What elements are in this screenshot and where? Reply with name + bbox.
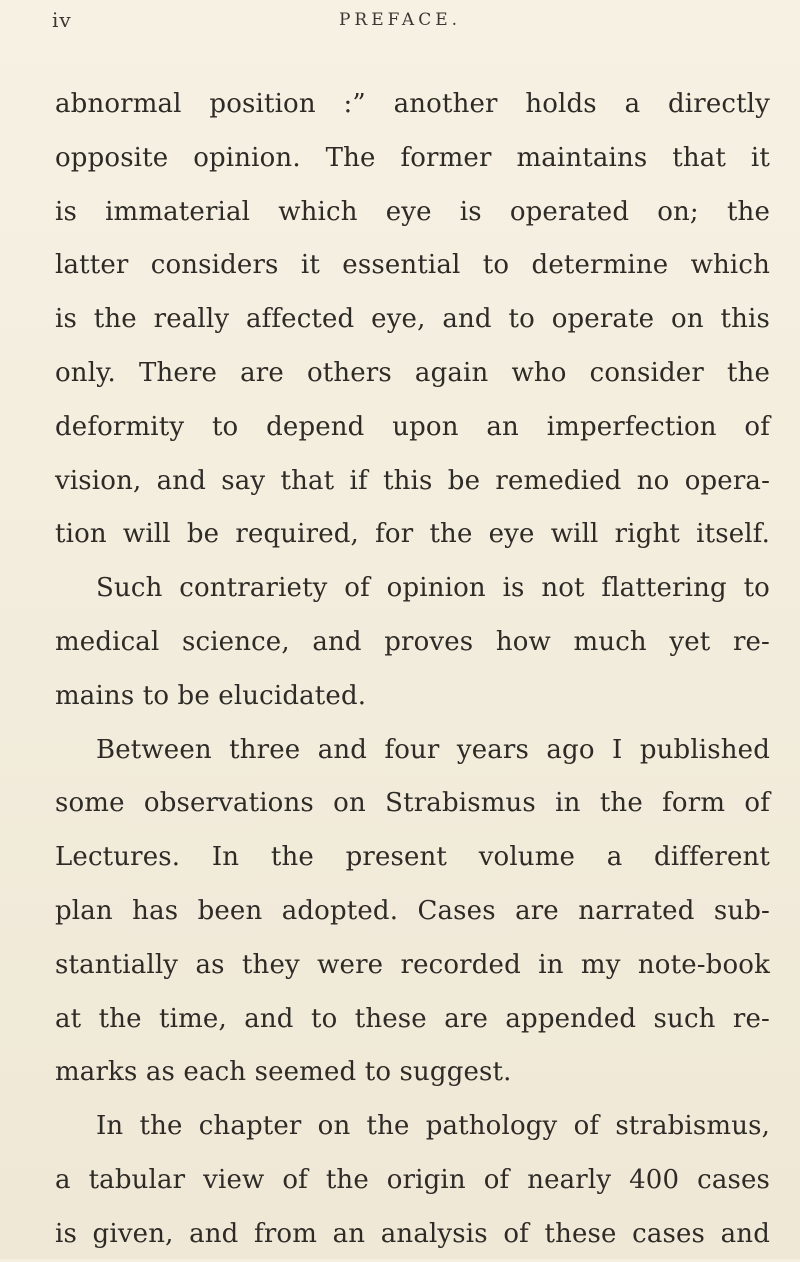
text-line: at the time, and to these are appended such re- — [55, 1003, 770, 1034]
text-line: some observations on Strabismus in the form of — [55, 788, 770, 819]
running-head — [0, 4, 800, 44]
body-text — [55, 78, 770, 1262]
text-line: Between three and four years ago I published — [96, 734, 770, 765]
text-line: medical science, and proves how much yet re- — [55, 626, 770, 657]
text-line: latter considers it essential to determine which — [55, 250, 770, 281]
text-line: stantially as they were recorded in my note-book — [55, 949, 770, 980]
text-line: vision, and say that if this be remedied no opera- — [55, 465, 770, 496]
text-line: mains to be elucidated. — [55, 680, 367, 711]
text-line: tion will be required, for the eye will right itself. — [55, 519, 770, 550]
text-line: plan has been adopted. Cases are narrated sub- — [55, 895, 770, 926]
page-number: iv — [52, 8, 72, 32]
text-line: abnormal position :” another holds a directly — [55, 89, 770, 119]
text-line: In the chapter on the pathology of strabismus, — [96, 1111, 770, 1142]
text-line: a tabular view of the origin of nearly 400 cases — [55, 1164, 770, 1195]
text-line: opposite opinion. The former maintains that it — [55, 142, 770, 173]
text-line: marks as each seemed to suggest. — [55, 1057, 512, 1088]
text-line: is given, and from an analysis of these cases and — [55, 1218, 770, 1249]
text-line: is immaterial which eye is operated on; the — [55, 196, 770, 227]
text-line: Such contrariety of opinion is not flattering to — [96, 573, 770, 604]
text-line: deformity to depend upon an imperfection of — [55, 411, 770, 442]
text-line: Lectures. In the present volume a different — [55, 842, 770, 873]
running-title: PREFACE. — [338, 10, 462, 30]
text-line: only. There are others again who consider the — [55, 357, 770, 388]
text-line: is the really affected eye, and to operate on this — [55, 304, 770, 335]
